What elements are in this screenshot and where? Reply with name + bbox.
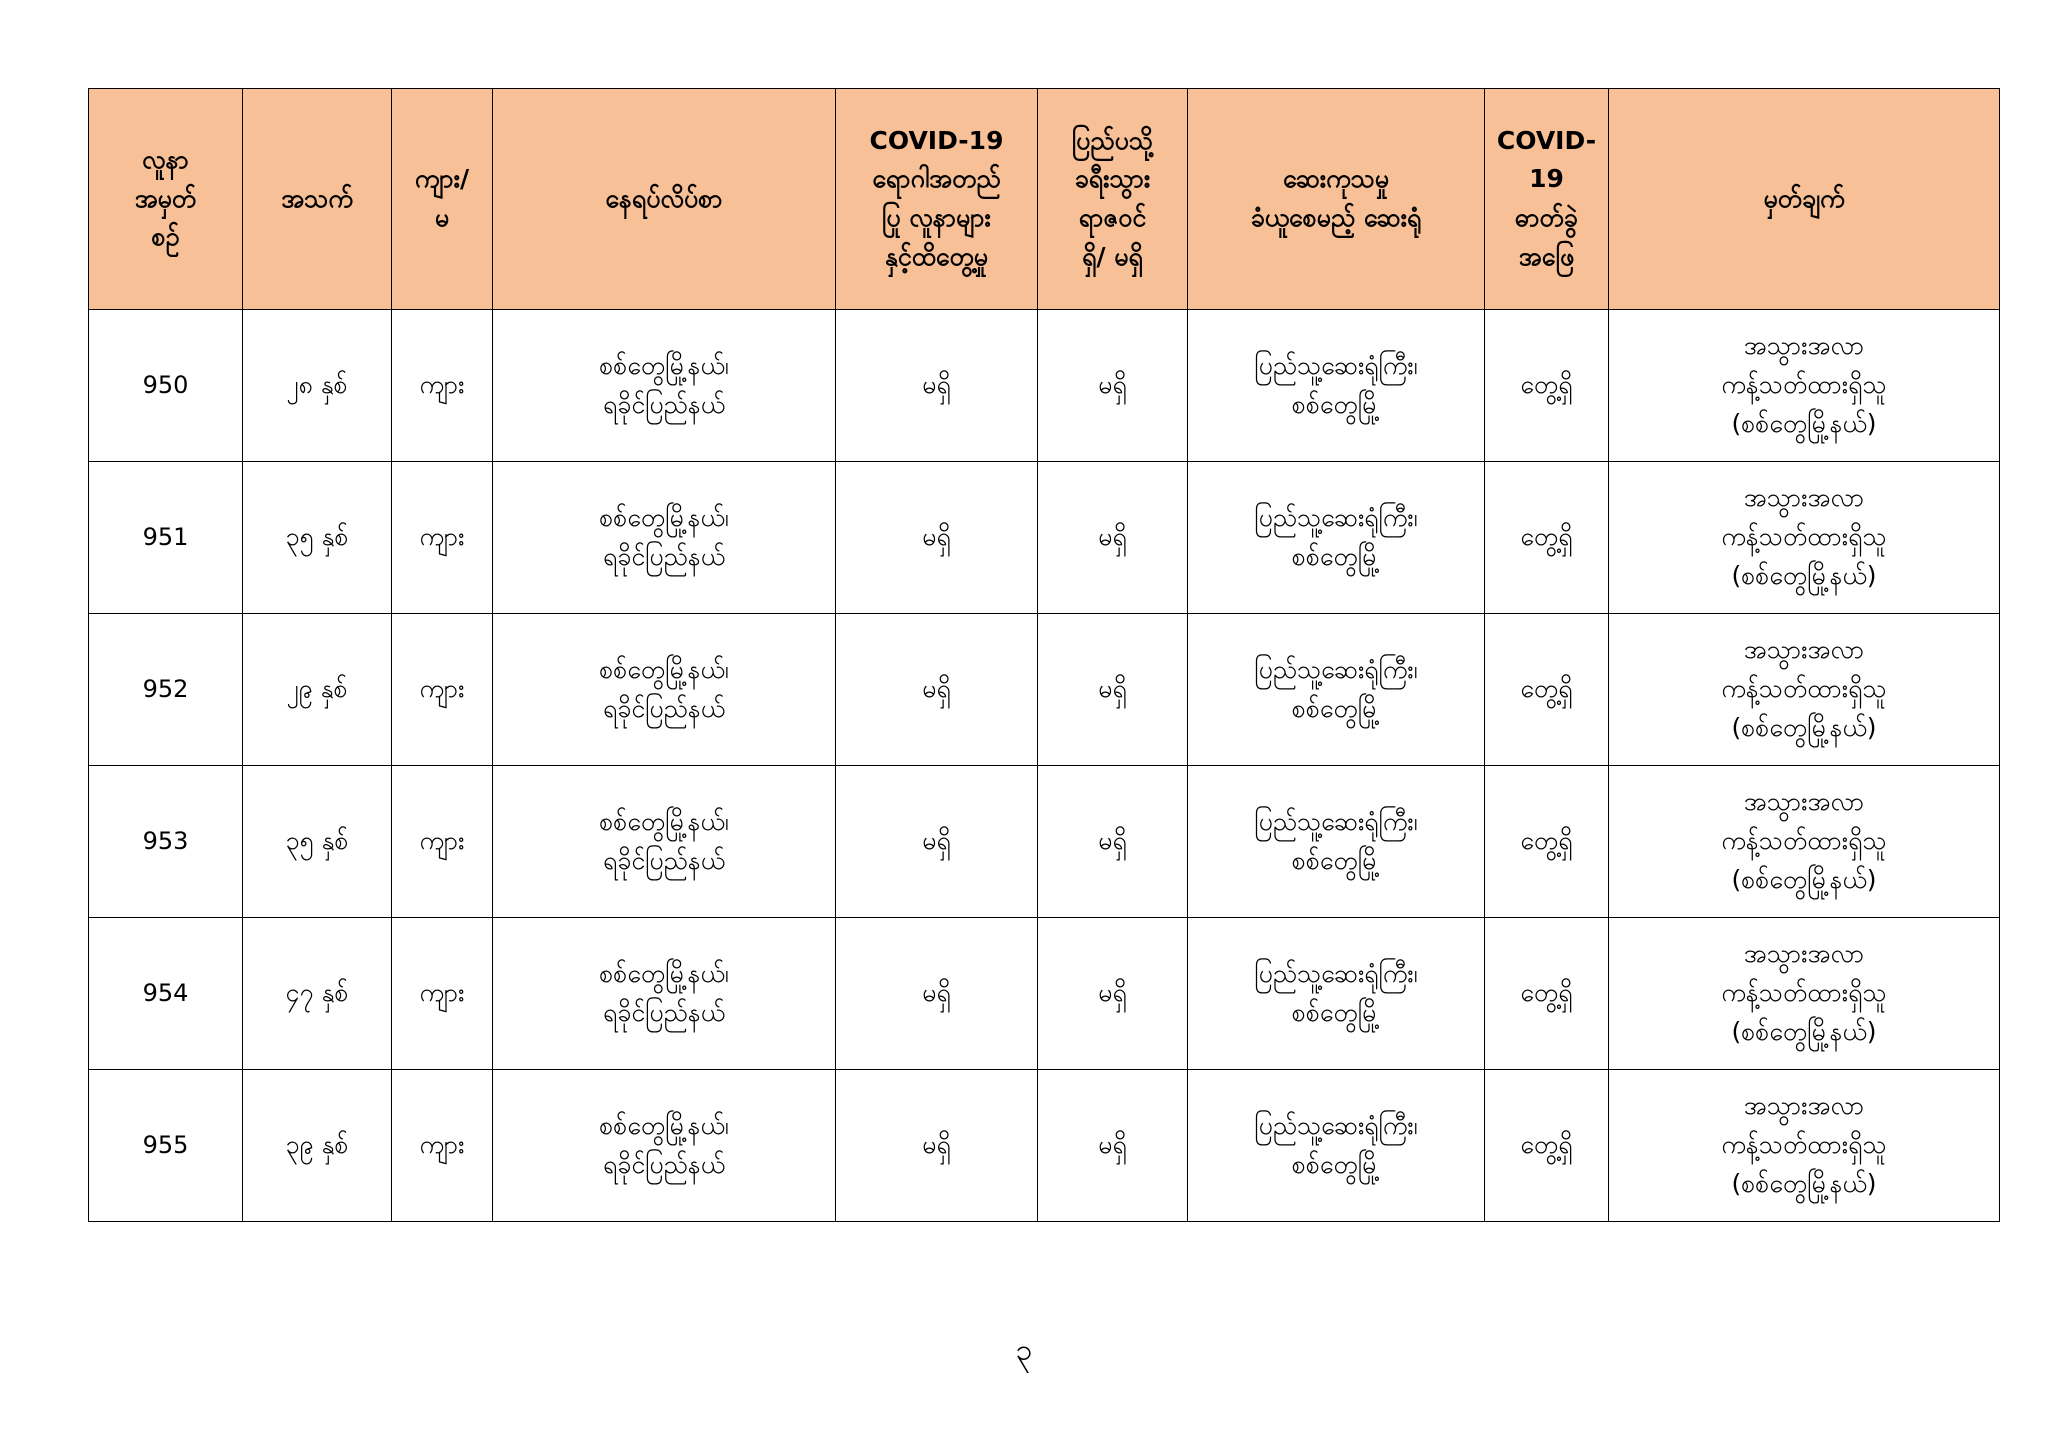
cell-address: စစ်တွေမြို့နယ်၊ ရခိုင်ပြည်နယ်: [493, 1070, 836, 1222]
cell-age: ၄၇ နှစ်: [243, 918, 392, 1070]
cell-hospital: ပြည်သူ့ဆေးရုံကြီး၊ စစ်တွေမြို့: [1188, 462, 1485, 614]
cell-contact: မရှိ: [836, 614, 1038, 766]
cell-travel: မရှိ: [1038, 462, 1188, 614]
cell-age: ၃၅ နှစ်: [243, 462, 392, 614]
cell-patient-number: 955: [89, 1070, 243, 1222]
cell-hospital: ပြည်သူ့ဆေးရုံကြီး၊ စစ်တွေမြို့: [1188, 614, 1485, 766]
cell-contact: မရှိ: [836, 462, 1038, 614]
cell-remarks: အသွားအလာ ကန့်သတ်ထားရှိသူ (စစ်တွေမြို့နယ်): [1609, 614, 2000, 766]
header-travel-history: ပြည်ပသို့ ခရီးသွား ရာဇဝင် ရှိ/ မရှိ: [1038, 89, 1188, 310]
cell-sex: ကျား: [392, 918, 493, 1070]
table-row: [89, 614, 2000, 766]
cell-remarks: အသွားအလာ ကန့်သတ်ထားရှိသူ (စစ်တွေမြို့နယ်): [1609, 310, 2000, 462]
cell-remarks: အသွားအလာ ကန့်သတ်ထားရှိသူ (စစ်တွေမြို့နယ်): [1609, 1070, 2000, 1222]
cell-hospital: ပြည်သူ့ဆေးရုံကြီး၊ စစ်တွေမြို့: [1188, 766, 1485, 918]
cell-remarks: အသွားအလာ ကန့်သတ်ထားရှိသူ (စစ်တွေမြို့နယ်): [1609, 462, 2000, 614]
cell-sex: ကျား: [392, 310, 493, 462]
cell-sex: ကျား: [392, 462, 493, 614]
cell-contact: မရှိ: [836, 310, 1038, 462]
cell-contact: မရှိ: [836, 766, 1038, 918]
cell-age: ၂၈ နှစ်: [243, 310, 392, 462]
table-row: [89, 310, 2000, 462]
header-row: [89, 89, 2000, 310]
table-header: [89, 89, 2000, 310]
table-body: [89, 310, 2000, 1222]
table-row: [89, 462, 2000, 614]
cell-travel: မရှိ: [1038, 310, 1188, 462]
cell-age: ၃၅ နှစ်: [243, 766, 392, 918]
cell-travel: မရှိ: [1038, 614, 1188, 766]
header-contact-with-confirmed: COVID-19 ရောဂါအတည် ပြု လူနာများ နှင့်ထိတွေ့မှု: [836, 89, 1038, 310]
cell-lab-result: တွေ့ရှိ: [1485, 918, 1609, 1070]
cell-travel: မရှိ: [1038, 766, 1188, 918]
cell-patient-number: 954: [89, 918, 243, 1070]
header-sex: ကျား/ မ: [392, 89, 493, 310]
cell-age: ၂၉ နှစ်: [243, 614, 392, 766]
cell-lab-result: တွေ့ရှိ: [1485, 462, 1609, 614]
cell-contact: မရှိ: [836, 918, 1038, 1070]
cell-lab-result: တွေ့ရှိ: [1485, 766, 1609, 918]
patient-table: [88, 88, 2000, 1222]
cell-hospital: ပြည်သူ့ဆေးရုံကြီး၊ စစ်တွေမြို့: [1188, 310, 1485, 462]
cell-age: ၃၉ နှစ်: [243, 1070, 392, 1222]
page-number: ၃: [1015, 1333, 1033, 1368]
cell-remarks: အသွားအလာ ကန့်သတ်ထားရှိသူ (စစ်တွေမြို့နယ်): [1609, 918, 2000, 1070]
cell-patient-number: 950: [89, 310, 243, 462]
cell-lab-result: တွေ့ရှိ: [1485, 1070, 1609, 1222]
cell-sex: ကျား: [392, 614, 493, 766]
header-address: နေရပ်လိပ်စာ: [493, 89, 836, 310]
cell-address: စစ်တွေမြို့နယ်၊ ရခိုင်ပြည်နယ်: [493, 918, 836, 1070]
cell-address: စစ်တွေမြို့နယ်၊ ရခိုင်ပြည်နယ်: [493, 766, 836, 918]
table-row: [89, 1070, 2000, 1222]
cell-patient-number: 951: [89, 462, 243, 614]
header-patient-number: လူနာ အမှတ် စဉ်: [89, 89, 243, 310]
cell-hospital: ပြည်သူ့ဆေးရုံကြီး၊ စစ်တွေမြို့: [1188, 1070, 1485, 1222]
cell-sex: ကျား: [392, 1070, 493, 1222]
cell-lab-result: တွေ့ရှိ: [1485, 310, 1609, 462]
cell-remarks: အသွားအလာ ကန့်သတ်ထားရှိသူ (စစ်တွေမြို့နယ်): [1609, 766, 2000, 918]
cell-contact: မရှိ: [836, 1070, 1038, 1222]
cell-sex: ကျား: [392, 766, 493, 918]
cell-patient-number: 952: [89, 614, 243, 766]
cell-lab-result: တွေ့ရှိ: [1485, 614, 1609, 766]
cell-hospital: ပြည်သူ့ဆေးရုံကြီး၊ စစ်တွေမြို့: [1188, 918, 1485, 1070]
cell-travel: မရှိ: [1038, 918, 1188, 1070]
cell-patient-number: 953: [89, 766, 243, 918]
cell-address: စစ်တွေမြို့နယ်၊ ရခိုင်ပြည်နယ်: [493, 614, 836, 766]
cell-travel: မရှိ: [1038, 1070, 1188, 1222]
table-row: [89, 766, 2000, 918]
header-lab-result: COVID- 19 ဓာတ်ခွဲ အဖြေ: [1485, 89, 1609, 310]
table-row: [89, 918, 2000, 1070]
header-remarks: မှတ်ချက်: [1609, 89, 2000, 310]
header-treatment-hospital: ဆေးကုသမှု ခံယူစေမည့် ဆေးရုံ: [1188, 89, 1485, 310]
cell-address: စစ်တွေမြို့နယ်၊ ရခိုင်ပြည်နယ်: [493, 310, 836, 462]
header-age: အသက်: [243, 89, 392, 310]
cell-address: စစ်တွေမြို့နယ်၊ ရခိုင်ပြည်နယ်: [493, 462, 836, 614]
